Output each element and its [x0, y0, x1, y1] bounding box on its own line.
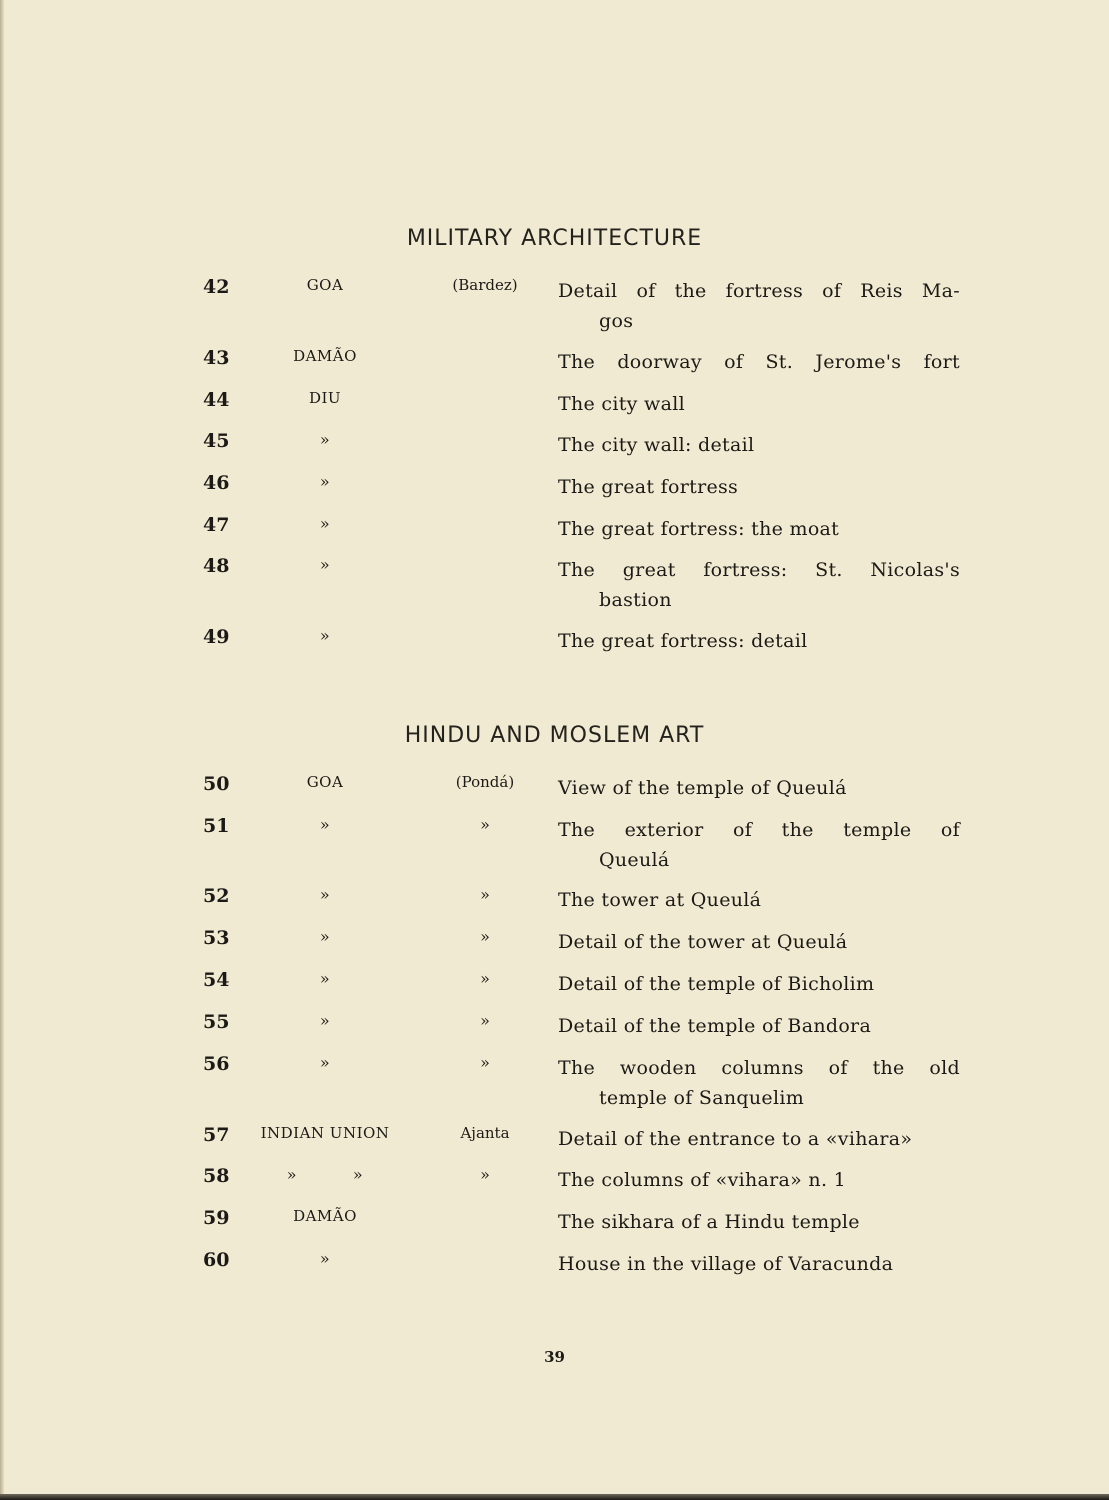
location-ditto: » [319, 885, 331, 904]
description-line: The great fortress: the moat [558, 518, 840, 540]
location-ditto: » [319, 472, 331, 491]
description [558, 815, 960, 875]
plate-number: 53 [203, 927, 230, 949]
section-title-military: MILITARY ARCHITECTURE [406, 226, 703, 251]
plate-number: 46 [203, 472, 230, 494]
description-line: The tower at Queulá [558, 889, 762, 911]
description [558, 626, 960, 656]
plate-number: 54 [203, 969, 230, 991]
plate-number: 60 [203, 1249, 230, 1271]
plate-number: 55 [203, 1011, 230, 1033]
location: DAMÃO [293, 347, 357, 365]
description [558, 885, 960, 915]
plate-number: 56 [203, 1053, 230, 1075]
description-line: The great fortress: St. Nicolas's [558, 559, 960, 581]
location: GOA [306, 773, 344, 791]
plate-number: 42 [203, 276, 230, 298]
description [558, 1249, 960, 1279]
location-ditto: » [319, 430, 331, 449]
plate-number: 50 [203, 773, 230, 795]
location-ditto: » [319, 1249, 331, 1268]
description [558, 969, 960, 999]
location-ditto: » [319, 815, 331, 834]
sub-location: Ajanta [460, 1124, 510, 1142]
location-ditto: » [319, 514, 331, 533]
description-line: Detail of the fortress of Reis Ma- [558, 280, 960, 302]
plate-number: 58 [203, 1165, 230, 1187]
plate-number: 45 [203, 430, 230, 452]
description-line: The doorway of St. Jerome's fort [558, 351, 960, 373]
sub-location-ditto: » [480, 927, 490, 946]
location-ditto: » [319, 969, 331, 988]
page-left-edge [0, 0, 4, 1500]
description-line: temple of Sanquelim [599, 1087, 805, 1109]
description-line: Detail of the temple of Bandora [558, 1015, 872, 1037]
description [558, 1207, 960, 1237]
description-line: The sikhara of a Hindu temple [558, 1211, 860, 1233]
description-line: The city wall [558, 393, 685, 415]
description-line: The city wall: detail [558, 434, 755, 456]
plate-number: 48 [203, 555, 230, 577]
description [558, 514, 960, 544]
description-line: gos [599, 310, 634, 332]
location-ditto: » [319, 555, 331, 574]
description-line: The great fortress: detail [558, 630, 808, 652]
sub-location: (Bardez) [452, 276, 518, 294]
location-ditto: » [319, 1011, 331, 1030]
plate-number: 57 [203, 1124, 230, 1146]
description [558, 389, 960, 419]
location: GOA [306, 276, 344, 294]
description-line: bastion [599, 589, 672, 611]
location: INDIAN UNION [260, 1124, 390, 1142]
description [558, 347, 960, 377]
location: DIU [308, 389, 342, 407]
section-title-hindu-moslem: HINDU AND MOSLEM ART [404, 723, 705, 748]
description [558, 773, 960, 803]
sub-location-ditto: » [480, 1053, 490, 1072]
description-line: Detail of the tower at Queulá [558, 931, 848, 953]
description [558, 1053, 960, 1113]
location-ditto: » [319, 1053, 331, 1072]
description [558, 927, 960, 957]
description [558, 430, 960, 460]
description-line: The wooden columns of the old [558, 1057, 960, 1079]
description-line: The columns of «vihara» n. 1 [558, 1169, 847, 1191]
page-number: 39 [544, 1348, 565, 1366]
plate-number: 47 [203, 514, 230, 536]
sub-location-ditto: » [480, 885, 490, 904]
plate-number: 51 [203, 815, 230, 837]
location-ditto: » » [286, 1165, 364, 1184]
plate-number: 49 [203, 626, 230, 648]
description [558, 1124, 960, 1154]
sub-location-ditto: » [480, 969, 490, 988]
sub-location-ditto: » [480, 815, 490, 834]
location-ditto: » [319, 626, 331, 645]
description-line: Detail of the entrance to a «vihara» [558, 1128, 913, 1150]
page-bottom-edge [0, 1494, 1109, 1500]
plate-number: 44 [203, 389, 230, 411]
description-line: Queulá [599, 849, 670, 871]
location-ditto: » [319, 927, 331, 946]
description [558, 1165, 960, 1195]
sub-location-ditto: » [480, 1165, 490, 1184]
description [558, 472, 960, 502]
description [558, 276, 960, 336]
description-line: House in the village of Varacunda [558, 1253, 894, 1275]
location: DAMÃO [293, 1207, 357, 1225]
description [558, 555, 960, 615]
description-line: The great fortress [558, 476, 739, 498]
sub-location: (Pondá) [455, 773, 515, 791]
description-line: The exterior of the temple of [558, 819, 960, 841]
description [558, 1011, 960, 1041]
description-line: Detail of the temple of Bicholim [558, 973, 875, 995]
description-line: View of the temple of Queulá [558, 777, 847, 799]
sub-location-ditto: » [480, 1011, 490, 1030]
plate-number: 59 [203, 1207, 230, 1229]
plate-number: 43 [203, 347, 230, 369]
plate-number: 52 [203, 885, 230, 907]
